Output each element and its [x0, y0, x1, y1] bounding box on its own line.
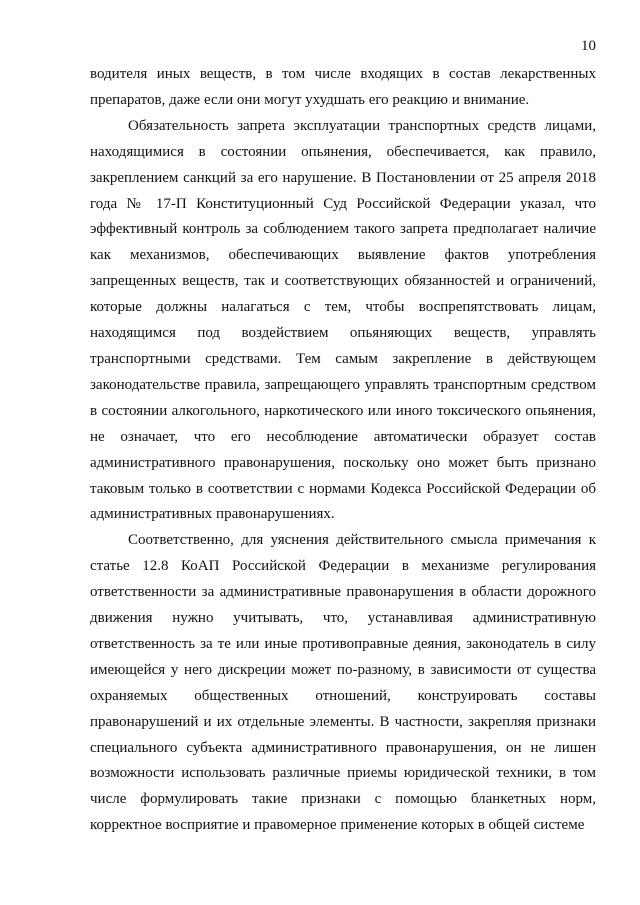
- page-number: 10: [581, 38, 596, 54]
- paragraph-interpretation-note: Соответственно, для уяснения действительного смысла примечания к статье 12.8 КоАП Российской Федерации в механизме регулирования ответственности за административные правонарушения в области дорожного движения нужно учитывать, что, устанавливая административную ответственность за те или иные противоправные деяния, законодатель в силу имеющейся у него дискреции может по-разному, в зависимости от существа охраняемых общественных отношений, конструировать составы правонарушений и их отдельные элементы. В частности, закрепляя признаки специального субъекта административного правонарушения, он не лишен возможности использовать различные приемы юридической техники, в том числе формулировать такие признаки с помощью бланкетных норм, корректное восприятие и правомерное применение которых в общей системе: [90, 532, 596, 834]
- paragraph-continuation: водителя иных веществ, в том числе входящих в состав лекарственных препаратов, даже если они могут ухудшать его реакцию и внимание.: [90, 66, 596, 108]
- paragraph-prohibition-enforcement: Обязательность запрета эксплуатации транспортных средств лицами, находящимися в состоянии опьянения, обеспечивается, как правило, закреплением санкций за его нарушение. В Постановлении от 25 апреля 2018 года № 17-П Конституционный Суд Российской Федерации указал, что эффективный контроль за соблюдением такого запрета предполагает наличие как механизмов, обеспечивающих выявление фактов употребления запрещенных веществ, так и соответствующих обязанностей и ограничений, которые должны налагаться с тем, чтобы воспрепятствовать лицам, находящимся под воздействием опьяняющих веществ, управлять транспортными средствами. Тем самым закрепление в действующем законодательстве правила, запрещающего управлять транспортным средством в состоянии алкогольного, наркотического или иного токсического опьянения, не означает, что его несоблюдение автоматически образует состав административного правонарушения, поскольку оно может быть признано таковым только в соответствии с нормами Кодекса Российской Федерации об административных правонарушениях.: [90, 117, 596, 523]
- document-body: [90, 62, 596, 839]
